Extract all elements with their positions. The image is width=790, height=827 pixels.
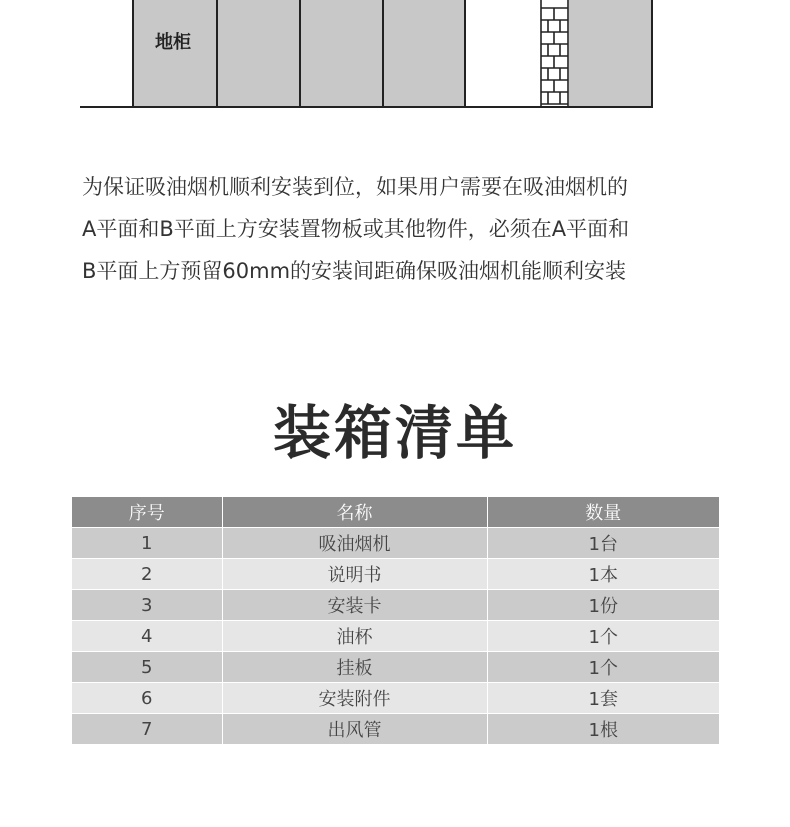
row-quantity: 1台 <box>487 528 719 559</box>
row-index: 7 <box>72 714 222 745</box>
note-line-1: 为保证吸油烟机顺利安装到位，如果用户需要在吸油烟机的 <box>82 175 628 199</box>
row-name: 出风管 <box>222 714 487 745</box>
row-index: 5 <box>72 652 222 683</box>
note-line-2: A平面和B平面上方安装置物板或其他物件，必须在A平面和 <box>82 217 630 241</box>
table-row <box>72 652 719 683</box>
table-row <box>72 714 719 745</box>
diagram-left-space <box>80 0 132 106</box>
packing-list-table <box>72 497 719 745</box>
table-header-row <box>72 497 719 528</box>
wall-cabinet-cell <box>569 0 653 106</box>
brick-wall-icon <box>540 0 569 106</box>
row-name: 安装卡 <box>222 590 487 621</box>
note-line-3: B平面上方预留60mm的安装间距确保吸油烟机能顺利安装 <box>82 259 627 283</box>
floor-cabinet-cell-3 <box>299 0 382 106</box>
floor-cabinet-cell-4 <box>382 0 466 106</box>
row-quantity: 1份 <box>487 590 719 621</box>
row-quantity: 1个 <box>487 652 719 683</box>
installation-note <box>82 166 722 292</box>
row-quantity: 1本 <box>487 559 719 590</box>
row-index: 4 <box>72 621 222 652</box>
row-name: 说明书 <box>222 559 487 590</box>
row-quantity: 1根 <box>487 714 719 745</box>
row-name: 吸油烟机 <box>222 528 487 559</box>
packing-list-title: 装箱清单 <box>272 399 517 467</box>
diagram-right-wall <box>651 0 653 108</box>
table-row <box>72 559 719 590</box>
row-index: 6 <box>72 683 222 714</box>
row-index: 1 <box>72 528 222 559</box>
row-name: 安装附件 <box>222 683 487 714</box>
header-index: 序号 <box>72 497 222 528</box>
table-row <box>72 683 719 714</box>
row-quantity: 1个 <box>487 621 719 652</box>
table-row <box>72 621 719 652</box>
floor-cabinet-label: 地柜 <box>155 32 191 53</box>
diagram-gap-space <box>466 0 540 106</box>
floor-cabinet-cell-2 <box>216 0 299 106</box>
header-quantity: 数量 <box>487 497 719 528</box>
row-name: 油杯 <box>222 621 487 652</box>
row-index: 3 <box>72 590 222 621</box>
table-row <box>72 590 719 621</box>
floor-cabinet-cell-1 <box>132 0 216 106</box>
row-index: 2 <box>72 559 222 590</box>
cabinet-diagram <box>80 0 653 108</box>
header-name: 名称 <box>222 497 487 528</box>
row-name: 挂板 <box>222 652 487 683</box>
table-row <box>72 528 719 559</box>
row-quantity: 1套 <box>487 683 719 714</box>
diagram-floor-line <box>80 106 653 108</box>
